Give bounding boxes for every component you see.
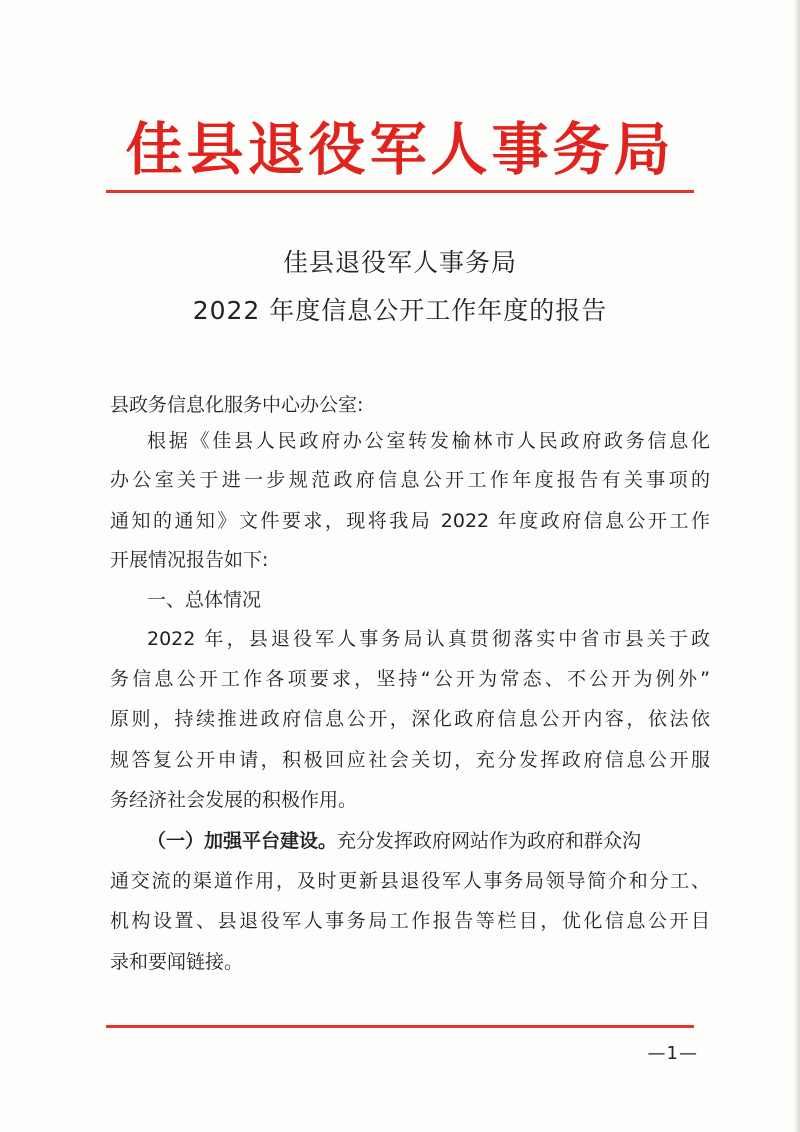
document-title-line-1: 佳县退役军人事务局: [282, 248, 517, 277]
salutation: 县政务信息化服务中心办公室:: [110, 394, 364, 416]
paragraph-line: 原则，持续推进政府信息公开，深化政府信息公开内容，依法依: [110, 708, 710, 730]
paragraph-line: 规答复公开申请，积极回应社会关切，充分发挥政府信息公开服: [110, 749, 710, 771]
letterhead-divider: [106, 190, 694, 193]
footer-divider: [106, 1025, 694, 1028]
paragraph-line: 务经济社会发展的积极作用。: [110, 789, 358, 811]
document-title-line-2: 2022 年度信息公开工作年度的报告: [192, 296, 608, 325]
paragraph-line: 机构设置、县退役军人事务局工作报告等栏目，优化信息公开目: [110, 910, 710, 932]
paragraph-line: 务信息公开工作各项要求，坚持“公开为常态、不公开为例外”: [110, 668, 710, 690]
paragraph-line: 根据《佳县人民政府办公室转发榆林市人民政府政务信息化: [147, 430, 710, 452]
subsection-text: 充分发挥政府网站作为政府和群众沟: [337, 830, 642, 852]
paragraph-line: 通交流的渠道作用，及时更新县退役军人事务局领导简介和分工、: [110, 870, 710, 892]
paragraph-line: 录和要闻链接。: [110, 951, 244, 973]
subsection-heading: （一）加强平台建设。: [147, 830, 338, 852]
paragraph-line: 办公室关于进一步规范政府信息公开工作年度报告有关事项的: [110, 469, 710, 491]
section-heading: 一、总体情况: [147, 589, 262, 611]
paragraph-line: 2022 年，县退役军人事务局认真贯彻落实中省市县关于政: [147, 628, 710, 650]
red-letterhead: 佳县退役军人事务局: [125, 116, 675, 183]
paragraph-line: 开展情况报告如下:: [110, 549, 269, 571]
paragraph-line: 通知的通知》文件要求，现将我局 2022 年度政府信息公开工作: [110, 510, 710, 532]
subsection-line: [147, 826, 710, 856]
page-number: —1—: [647, 1043, 698, 1064]
